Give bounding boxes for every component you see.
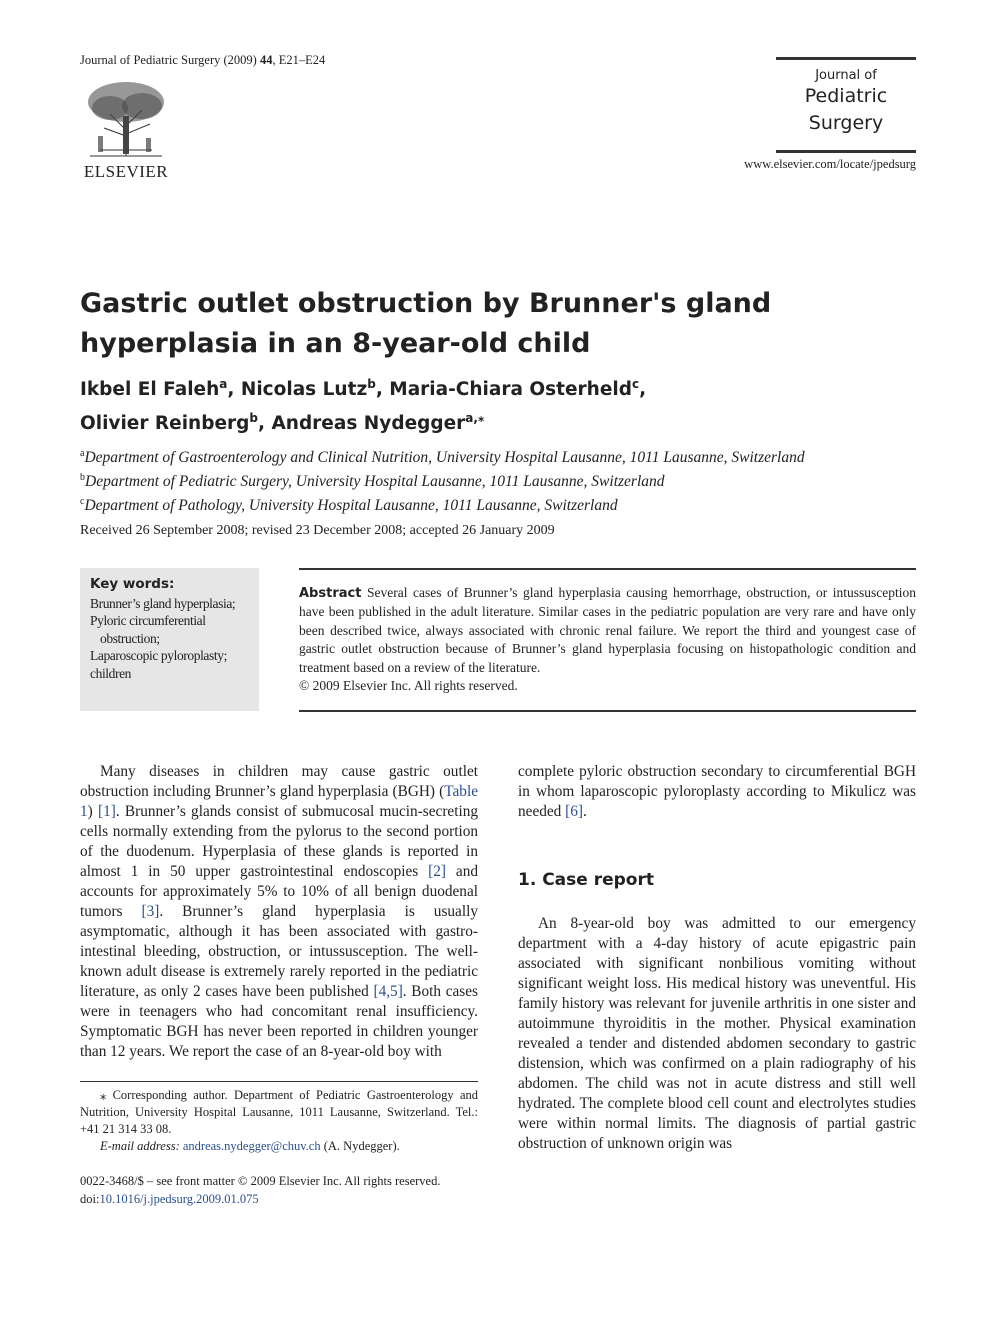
author-name: Maria-Chiara Osterheld [389,379,632,401]
citation-link[interactable]: [1] [98,803,116,820]
section-heading: 1. Case report [518,870,654,890]
doi-link[interactable]: 10.1016/j.jpedsurg.2009.01.075 [99,1191,259,1206]
affiliations [80,444,940,516]
author-name: Nicolas Lutz [240,379,368,401]
author-name: Ikbel El Faleh [80,379,220,401]
keywords-box [80,568,259,711]
citation-link[interactable]: [4,5] [373,983,403,1000]
keyword-item: Pyloric circumferential [90,613,206,628]
front-matter: 0022-3468/$ – see front matter © 2009 Elsevier Inc. All rights reserved. doi:10.1016/j.jpedsurg.2009.01.075 [80,1174,441,1206]
keywords-title: Key words: [90,576,175,592]
abstract [299,568,916,712]
abstract-text: Abstract Several cases of Brunner’s gland hyperplasia causing hemorrhage, obstruction, or intussusception have been published in the adult literature. Similar cases in the pediatric population are very rare and have only been described twice, always associated with chronic renal failure. We report the third and youngest case of gastric outlet obstruction because of Brunner’s gland hyperplasia focusing on histopathologic condition and treatment based on a review of the literature. [299,585,917,675]
case-report-paragraph: An 8-year-old boy was admitted to our emergency department with a 4-day history of acute epigastric pain associated with significant nonbilious vomiting without significant weight loss. His medical history was uneventful. His family history was relevant for juvenile arthritis in one sister and autoimmune thyroiditis in the mother. Physical examination revealed a tender and distended abdomen secondary to gastric distension, which was confirmed on a plain radiography of his abdomen. The child was not in acute distress and still well hydrated. The complete blood cell count and electrolytes studies were within normal limits. The diagnosis of partial gastric obstruction of unknown origin was [518,915,916,1152]
keyword-item: Brunner’s gland hyperplasia; [90,595,236,611]
author-name: Andreas Nydegger [271,413,466,435]
citation-link[interactable]: [3] [141,903,160,920]
intro-paragraph: Many diseases in children may cause gastric outlet obstruction including Brunner’s gland hyperplasia (BGH) (Table 1) [1]. Brunner’s glands consist of submucosal mucin-secreting cells normally extending from the pylorus to the second portion of the duodenum. Hyperplasia of these glands is reported in almost 1 in 50 upper gastrointestinal endoscopies [2] and accounts for approximately 5% to 10% of all benign duodenal tumors [3]. Brunner’s gland hyperplasia is usually asymptomatic, although it has been associated with gastro-intestinal bleeding, obstruction, or intussusception. The well-known adult disease is extremely rarely reported in the pediatric literature, as only 2 cases have been published [4,5]. Both cases were in teenagers who had concomitant renal insufficiency. Symptomatic BGH has never been reported in children younger than 12 years. We report the case of an 8-year-old boy with [80,763,478,1060]
journal-logo-line3: Surgery [808,112,884,134]
journal-logo [776,57,916,153]
corresponding-author-footnote: ⁎ Corresponding author. Department of Pediatric Gastroenterology and Nutrition, University Hospital Lausanne, 1011 Lausanne, Switzerland. Tel.: +41 21 314 33 08. E-mail address: andreas.nydegger@chuv.ch (A. Nydegger). [80,1088,478,1153]
author-list: Ikbel El Faleh$^a$, Nicolas Lutz$^b$, Maria-Chiara Osterheld$^c$, Olivier Reinberg$^b$, Andreas Nydegger$^{a,⁎}$ [80,377,647,435]
received-dates: Received 26 September 2008; revised 23 December 2008; accepted 26 January 2009 [80,523,555,538]
author-name: Olivier Reinberg [80,413,250,435]
journal-logo-line1: Journal of [815,68,877,83]
abstract-copyright: © 2009 Elsevier Inc. All rights reserved. [299,678,518,694]
citation-link[interactable]: [2] [428,863,446,880]
publisher-name: ELSEVIER [83,162,169,181]
keyword-item: children [90,665,132,681]
email-link[interactable]: andreas.nydegger@chuv.ch [182,1139,321,1153]
footnote-divider [80,1081,478,1082]
article-title: Gastric outlet obstruction by Brunner's gland hyperplasia in an 8-year-old child [80,288,772,359]
journal-citation: Journal of Pediatric Surgery (2009) 44, E21–E24 [80,53,326,67]
affiliation: $^c$Department of Pathology, University Hospital Lausanne, 1011 Lausanne, Switzerland [80,496,618,515]
citation-link[interactable]: [6] [565,803,583,820]
keyword-item: Laparoscopic pyloroplasty; [90,648,227,663]
journal-logo-line2: Pediatric [804,85,888,107]
intro-paragraph-continued: complete pyloric obstruction secondary to circumferential BGH in whom laparoscopic pyloroplasty according to Mikulicz was needed [6]. [518,763,916,820]
table-ref-link[interactable]: Table 1 [80,783,478,820]
keyword-item: obstruction; [100,630,160,646]
journal-url-link[interactable]: www.elsevier.com/locate/jpedsurg [744,157,916,171]
elsevier-tree-logo [80,80,172,160]
affiliation: $^a$Department of Gastroenterology and Clinical Nutrition, University Hospital Lausanne, 1011 Lausanne, Switzerland [80,448,805,467]
abstract-label: Abstract [299,586,362,601]
email-line: E-mail address: andreas.nydegger@chuv.ch (A. Nydegger). [100,1139,400,1153]
affiliation: $^b$Department of Pediatric Surgery, University Hospital Lausanne, 1011 Lausanne, Switzerland [80,472,665,491]
